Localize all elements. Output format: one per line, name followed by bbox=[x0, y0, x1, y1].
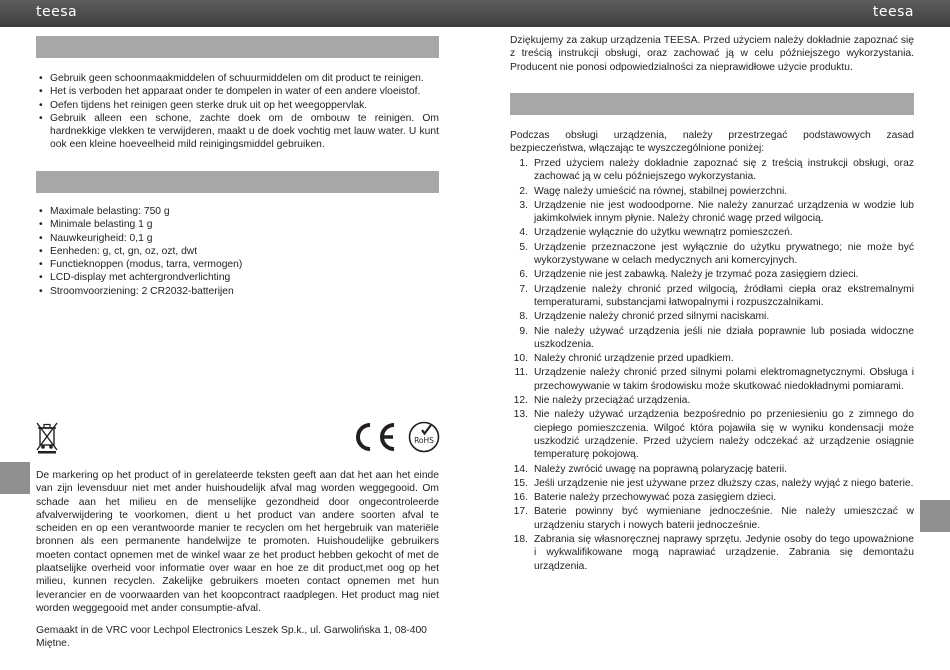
page-tab-right bbox=[920, 500, 950, 532]
rule-number: 10. bbox=[513, 353, 528, 365]
bullet-item: • Functieknoppen (modus, tarra, vermogen) bbox=[36, 258, 439, 271]
bullet-item: • Eenheden: g, ct, gn, oz, ozt, dwt bbox=[36, 245, 439, 258]
bullet-item: • Gebruik alleen een schone, zachte doek om de ombouw te reinigen. Om hardnekkige vlekken te verwijderen, maakt u de doek vochtig met lauw water. U kunt ook een kleine hoeveelheid mild reinigingsmiddel gebruiken. bbox=[36, 112, 439, 152]
safety-rule bbox=[510, 463, 914, 476]
top-bar bbox=[0, 0, 950, 27]
safety-rule bbox=[510, 477, 914, 490]
manufacturer-line: Gemaakt in de VRC voor Lechpol Electronics Leszek Sp.k., ul. Garwolińska 1, 08-400 Miętne. bbox=[36, 625, 427, 650]
page-tab-left bbox=[0, 462, 30, 494]
rule-number: 13. bbox=[513, 409, 528, 421]
safety-rule bbox=[510, 533, 914, 573]
safety-section-bar bbox=[510, 93, 914, 115]
rule-number: 14. bbox=[513, 463, 528, 475]
bullet-item: • Maximale belasting: 750 g bbox=[36, 205, 439, 218]
rule-number: 15. bbox=[513, 477, 528, 489]
bullet-item: • LCD-display met achtergrondverlichting bbox=[36, 271, 439, 284]
rule-text: Urządzenie nie jest zabawką. Należy je trzymać poza zasięgiem dzieci. bbox=[534, 269, 859, 281]
rule-number: 1. bbox=[519, 158, 528, 169]
cleaning-list bbox=[36, 72, 439, 152]
rohs-icon bbox=[408, 421, 440, 458]
bullet-item: • Oefen tijdens het reinigen geen sterke druk uit op het weegoppervlak. bbox=[36, 99, 439, 112]
rule-number: 17. bbox=[513, 506, 528, 518]
rule-text: Nie należy przeciążać urządzenia. bbox=[534, 395, 691, 407]
safety-rule bbox=[510, 352, 914, 365]
bullet-item: • Minimale belasting 1 g bbox=[36, 218, 439, 231]
rule-number: 6. bbox=[519, 269, 528, 281]
safety-rule bbox=[510, 366, 914, 393]
rule-text: Urządzenie nie jest wodoodporne. Nie należy zanurzać urządzenia w wodzie lub jakimkolwiek innym płynie. Należy chronić wagę przed wilgocią. bbox=[534, 199, 914, 225]
ce-mark-icon bbox=[352, 421, 398, 458]
safety-rule bbox=[510, 283, 914, 310]
bullet-item: • Het is verboden het apparaat onder te dompelen in water of een andere vloeistof. bbox=[36, 85, 439, 98]
safety-rule bbox=[510, 199, 914, 226]
rule-number: 7. bbox=[519, 283, 528, 295]
rule-text: Przed użyciem należy dokładnie zapoznać się z treścią instrukcji obsługi, oraz zachować ją w celu późniejszego wykorzystania. bbox=[534, 158, 914, 183]
bullet-item: • Gebruik geen schoonmaakmiddelen of schuurmiddelen om dit product te reinigen. bbox=[36, 72, 439, 85]
safety-rule bbox=[510, 241, 914, 268]
safety-rule bbox=[510, 268, 914, 281]
rule-text: Zabrania się własnoręcznej naprawy sprzętu. Jedynie osoby do tego upoważnione i wykwalifikowane mogą naprawiać urządzenie. Zabrania się demontażu urządzenia. bbox=[534, 534, 914, 572]
bullet-item: • Nauwkeurigheid: 0,1 g bbox=[36, 232, 439, 245]
cleaning-section-bar bbox=[36, 36, 439, 58]
safety-rule bbox=[510, 325, 914, 352]
rule-number: 4. bbox=[519, 227, 528, 239]
rule-text: Baterie należy przechowywać poza zasięgiem dzieci. bbox=[534, 492, 777, 504]
rule-number: 11. bbox=[514, 367, 528, 379]
rule-text: Baterie powinny być wymieniane jednocześnie. Nie należy umieszczać w urządzeniu starych i nowych baterii jednocześnie. bbox=[534, 506, 914, 531]
safety-rule bbox=[510, 408, 914, 461]
disposal-paragraph: De markering op het product of in gerelateerde teksten geeft aan dat het aan het einde van zijn levensduur niet met ander huishoudelijk afval mag worden weggegooid. Om schade aan het milieu en de menselijke gezondheid door ongecontroleerde afvalverwijdering te voorkomen, dient u het product van andere soorten afval te scheiden en op een verantwoorde manier te recyclen om het hergebruik van materiële bronnen als een permanente handelwijze te promoten. Huishoudelijke gebruikers moeten contact opnemen met de winkel waar ze het product hebben gekocht of met de plaatselijke overheid voor informatie over waar en hoe ze dit product,met oog op het milieu, kunnen recyclen. Zakelijke gebruikers moeten contact opnemen met hun leverancier en de voorwaarden van het koopcontract raadplegen. Het product mag niet worden weggegooid met ander consumptie-afval. bbox=[36, 470, 439, 614]
specs-list bbox=[36, 205, 439, 298]
rule-text: Nie należy używać urządzenia bezpośrednio po przeniesieniu go z zimnego do ciepłego pomieszczenia. Wilgoć która pojawiła się w wyniku kondensacji może uszkodzić urządzenie. Przed użyciem należy odczekać aż urządzenie osiągnie temperaturę pokojową. bbox=[534, 409, 914, 461]
rule-text: Urządzenie należy chronić przed silnymi naciskami. bbox=[534, 311, 770, 323]
rule-text: Należy chronić urządzenie przed upadkiem. bbox=[534, 353, 734, 365]
teesa-logo-right: teesa bbox=[872, 4, 914, 20]
rule-number: 9. bbox=[519, 325, 528, 337]
safety-rules-list bbox=[510, 157, 914, 574]
svg-text:RoHS: RoHS bbox=[414, 436, 434, 445]
safety-rule bbox=[510, 394, 914, 407]
safety-rule bbox=[510, 310, 914, 323]
rule-number: 5. bbox=[519, 241, 528, 253]
rule-number: 3. bbox=[519, 199, 528, 211]
rule-number: 16. bbox=[513, 492, 528, 504]
safety-rule bbox=[510, 505, 914, 532]
rule-number: 8. bbox=[519, 311, 528, 323]
rule-text: Urządzenie należy chronić przed silnymi polami elektromagnetycznymi. Obsługa i przechowywanie w takim środowisku może skutkować niedokładnymi pomiarami. bbox=[534, 367, 914, 392]
safety-intro: Podczas obsługi urządzenia, należy przestrzegać podstawowych zasad bezpieczeństwa, włączając te wyszczególnione poniżej: bbox=[510, 130, 914, 155]
rule-text: Urządzenie wyłącznie do użytku wewnątrz pomieszczeń. bbox=[534, 227, 793, 239]
safety-rule bbox=[510, 491, 914, 504]
rule-number: 18. bbox=[513, 534, 528, 546]
crossed-out-bin-icon bbox=[36, 421, 58, 459]
rule-text: Urządzenie przeznaczone jest wyłącznie do użytku prywatnego; nie może być wykorzystywane w celach medycznych ani komercyjnych. bbox=[534, 241, 914, 267]
bullet-item: • Stroomvoorziening: 2 CR2032-batterijen bbox=[36, 285, 439, 298]
safety-rule bbox=[510, 226, 914, 239]
rule-text: Urządzenie należy chronić przed wilgocią, źródłami ciepła oraz ekstremalnymi temperaturami, substancjami łatwopalnymi i rozpuszczalnikami. bbox=[534, 283, 914, 308]
rule-text: Jeśli urządzenie nie jest używane przez dłuższy czas, należy wyjąć z niego baterie. bbox=[534, 477, 914, 489]
teesa-logo-left: teesa bbox=[36, 4, 78, 20]
safety-rule bbox=[510, 157, 914, 184]
specs-section-bar bbox=[36, 171, 439, 193]
rule-text: Wagę należy umieścić na równej, stabilnej powierzchni. bbox=[534, 185, 788, 197]
safety-rule bbox=[510, 185, 914, 198]
intro-paragraph: Dziękujemy za zakup urządzenia TEESA. Przed użyciem należy dokładnie zapoznać się z treścią instrukcji obsługi, oraz zachować ją w celu późniejszego wykorzystania. Producent nie ponosi odpowiedzialności za nieprawidłowe użycie produktu. bbox=[510, 35, 914, 73]
rule-number: 2. bbox=[519, 185, 528, 197]
rule-text: Należy zwrócić uwagę na poprawną polaryzację baterii. bbox=[534, 463, 787, 475]
rule-text: Nie należy używać urządzenia jeśli nie działa poprawnie lub posiada widoczne uszkodzenia. bbox=[534, 325, 914, 350]
rule-number: 12. bbox=[513, 395, 528, 407]
